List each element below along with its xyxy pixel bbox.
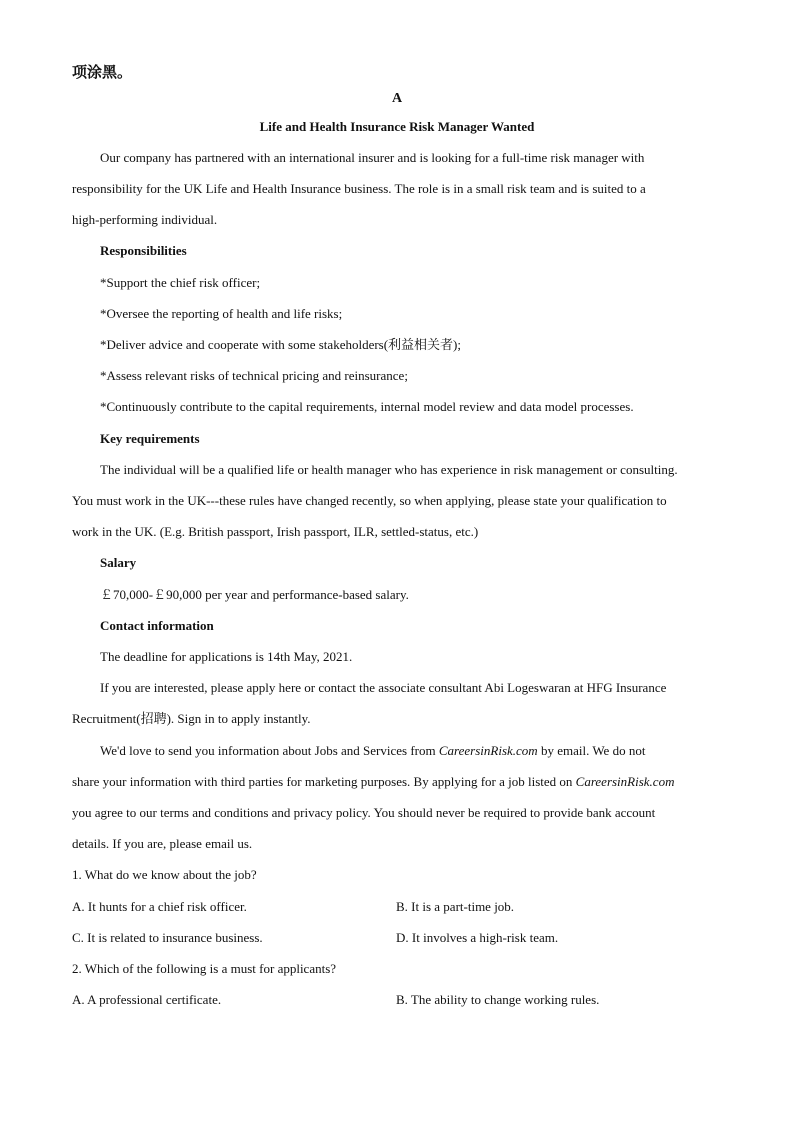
responsibility-item: *Support the chief risk officer; (100, 275, 261, 290)
privacy-line-3: you agree to our terms and conditions and privacy policy. You should never be required to provide bank account (72, 805, 656, 820)
answer-option: A. It hunts for a chief risk officer. (72, 899, 247, 914)
intro-line-3: high-performing individual. (72, 212, 218, 227)
privacy-text: We'd love to send you information about Jobs and Services from (100, 743, 439, 758)
question-stem: 2. Which of the following is a must for applicants? (72, 961, 337, 976)
responsibilities-heading: Responsibilities (100, 243, 187, 258)
privacy-line-2 (72, 773, 732, 791)
top-fragment: 项涂黑。 (72, 65, 133, 81)
section-letter: A (391, 91, 403, 106)
passage-title: Life and Health Insurance Risk Manager Wanted (259, 119, 535, 134)
contact-line-1: If you are interested, please apply here or contact the associate consultant Abi Logeswaran at HFG Insurance (100, 680, 667, 695)
responsibility-item: *Oversee the reporting of health and life risks; (100, 306, 343, 321)
requirements-line-2: You must work in the UK---these rules have changed recently, so when applying, please state your qualification to (72, 493, 667, 508)
deadline-text: The deadline for applications is 14th May, 2021. (100, 649, 353, 664)
contact-heading: Contact information (100, 618, 214, 633)
key-requirements-heading: Key requirements (100, 431, 200, 446)
salary-text: ￡70,000-￡90,000 per year and performance-based salary. (100, 587, 409, 602)
intro-line-1: Our company has partnered with an international insurer and is looking for a full-time risk manager with (100, 150, 645, 165)
privacy-text: by email. We do not (537, 743, 646, 758)
privacy-text: share your information with third parties for marketing purposes. By applying for a job listed on (72, 774, 576, 789)
responsibility-item: *Deliver advice and cooperate with some stakeholders(利益相关者); (100, 337, 461, 352)
answer-option: D. It involves a high-risk team. (396, 930, 559, 945)
responsibility-item: *Continuously contribute to the capital requirements, internal model review and data model processes. (100, 399, 634, 414)
site-name: CareersinRisk.com (575, 774, 675, 789)
privacy-line-1 (100, 742, 732, 760)
site-name: CareersinRisk.com (438, 743, 538, 758)
requirements-line-3: work in the UK. (E.g. British passport, Irish passport, ILR, settled-status, etc.) (72, 524, 479, 539)
privacy-line-4: details. If you are, please email us. (72, 836, 253, 851)
responsibility-item: *Assess relevant risks of technical pricing and reinsurance; (100, 368, 408, 383)
answer-option: A. A professional certificate. (72, 992, 222, 1007)
contact-line-2: Recruitment(招聘). Sign in to apply instantly. (72, 711, 311, 726)
question-stem: 1. What do we know about the job? (72, 867, 257, 882)
answer-option: B. It is a part-time job. (396, 899, 515, 914)
answer-option: C. It is related to insurance business. (72, 930, 263, 945)
requirements-line-1: The individual will be a qualified life or health manager who has experience in risk management or consulting. (100, 462, 678, 477)
answer-option: B. The ability to change working rules. (396, 992, 600, 1007)
intro-line-2: responsibility for the UK Life and Health Insurance business. The role is in a small risk team and is suited to a (72, 181, 646, 196)
salary-heading: Salary (100, 555, 137, 570)
